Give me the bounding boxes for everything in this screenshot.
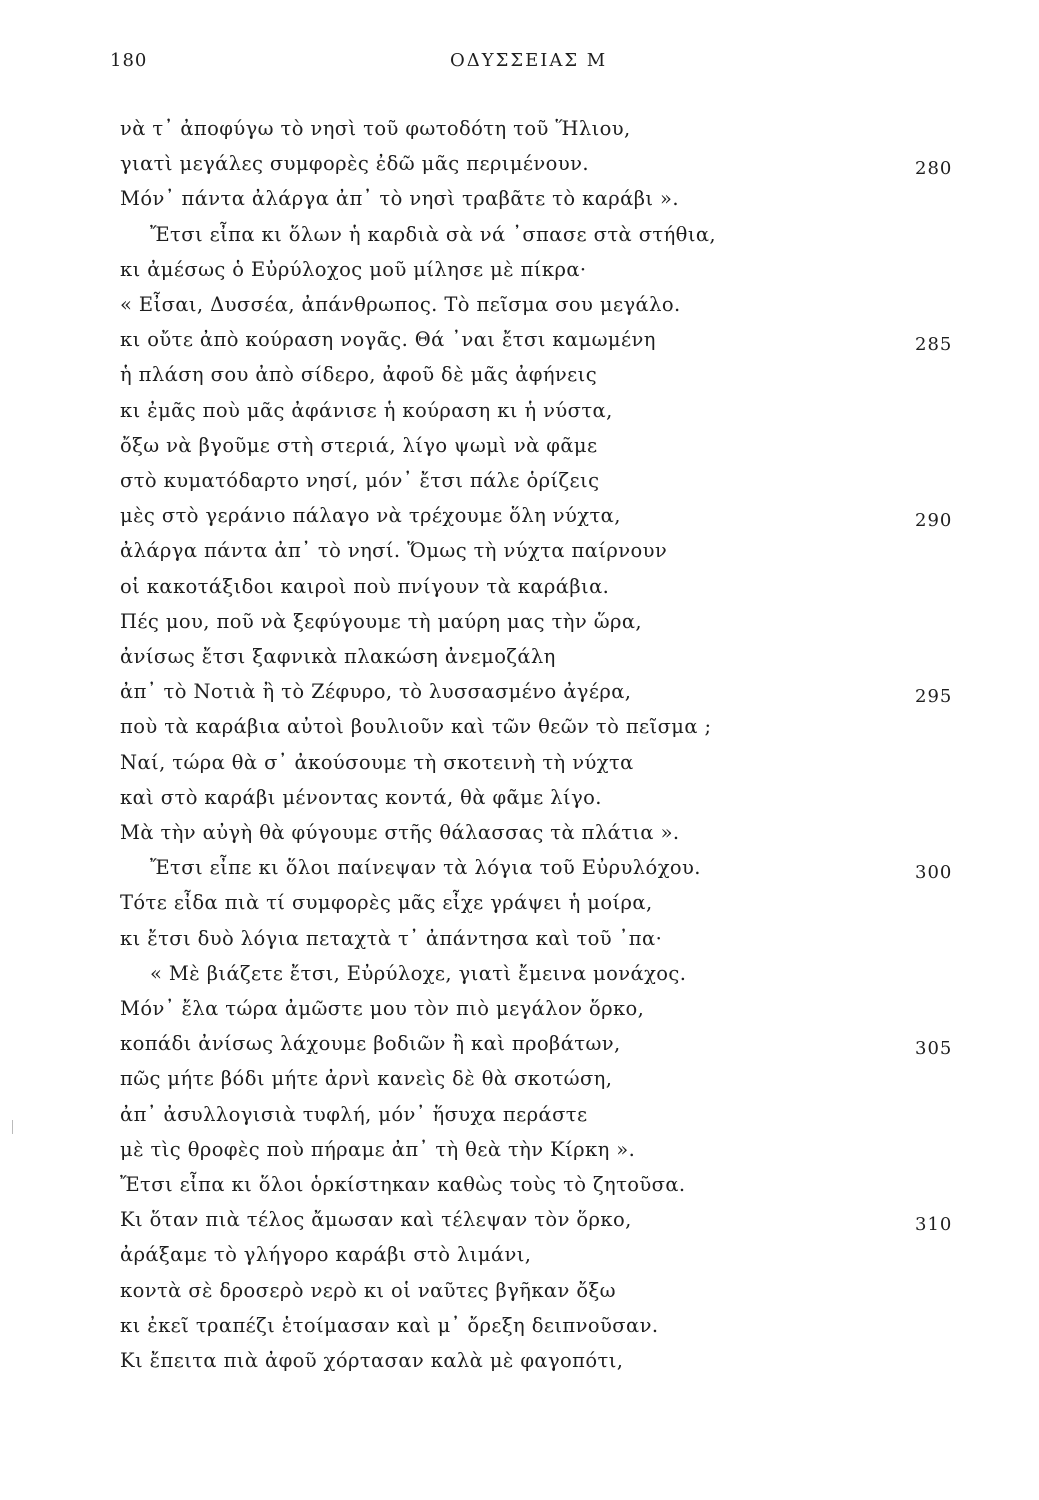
verse-line: Ἔτσι εἶπε κι ὅλοι παίνεψαν τὰ λόγια τοῦ Εὐρυλόχου. (150, 856, 701, 879)
verse-line: ἀράξαμε τὸ γλήγορο καράβι στὸ λιμάνι, (120, 1243, 532, 1266)
page-header (0, 50, 1039, 80)
verse-line: νὰ τ᾽ ἀποφύγω τὸ νησὶ τοῦ φωτοδότη τοῦ Ἥλιου, (120, 117, 631, 140)
verse-line: Ἔτσι εἶπα κι ὅλων ἡ καρδιὰ σὰ νά ᾽σπασε στὰ στήθια, (150, 223, 717, 246)
running-title: ΟΔΥΣΣΕΙΑΣ Μ (450, 50, 608, 71)
verse-line: Μὰ τὴν αὐγὴ θὰ φύγουμε στῆς θάλασσας τὰ πλάτια ». (120, 821, 680, 844)
verse-line: κι ἀμέσως ὁ Εὐρύλοχος μοῦ μίλησε μὲ πίκρα· (120, 258, 587, 281)
verse-line: Κι ὅταν πιὰ τέλος ἄμωσαν καὶ τέλεψαν τὸν ὅρκο, (120, 1208, 632, 1231)
verse-line: ἀνίσως ἔτσι ξαφνικὰ πλακώση ἀνεμοζάλη (120, 645, 556, 668)
line-number: 280 (915, 158, 953, 179)
verse-line: καὶ στὸ καράβι μένοντας κοντά, θὰ φᾶμε λίγο. (120, 786, 602, 809)
line-number: 295 (915, 686, 953, 707)
verse-line: μὲ τὶς θροφὲς ποὺ πήραμε ἀπ᾽ τὴ θεὰ τὴν Κίρκη ». (120, 1138, 636, 1161)
verse-line: ἀλάργα πάντα ἀπ᾽ τὸ νησί. Ὅμως τὴ νύχτα παίρνουν (120, 539, 668, 562)
verse-line: Ἔτσι εἶπα κι ὅλοι ὁρκίστηκαν καθὼς τοὺς τὸ ζητοῦσα. (120, 1173, 686, 1196)
verse-line: μὲς στὸ γεράνιο πάλαγο νὰ τρέχουμε ὅλη νύχτα, (120, 504, 621, 527)
verse-line: Μόν᾽ πάντα ἀλάργα ἀπ᾽ τὸ νησὶ τραβᾶτε τὸ καράβι ». (120, 187, 679, 210)
line-number: 310 (915, 1214, 953, 1235)
verse-line: κι ἔτσι δυὸ λόγια πεταχτὰ τ᾽ ἀπάντησα καὶ τοῦ ᾽πα· (120, 927, 663, 950)
line-number: 290 (915, 510, 953, 531)
verse-line: « Εἶσαι, Δυσσέα, ἀπάνθρωπος. Τὸ πεῖσμα σου μεγάλο. (120, 293, 681, 316)
verse-line: Ναί, τώρα θὰ σ᾽ ἀκούσουμε τὴ σκοτεινὴ τὴ νύχτα (120, 751, 634, 774)
verse-line: κοπάδι ἀνίσως λάχουμε βοδιῶν ἢ καὶ προβάτων, (120, 1032, 621, 1055)
verse-line: Πές μου, ποῦ νὰ ξεφύγουμε τὴ μαύρη μας τὴν ὥρα, (120, 610, 643, 633)
verse-line: ποὺ τὰ καράβια αὐτοὶ βουλιοῦν καὶ τῶν θεῶν τὸ πεῖσμα ; (120, 715, 712, 738)
verse-line: Μόν᾽ ἔλα τώρα ἀμῶστε μου τὸν πιὸ μεγάλον ὅρκο, (120, 997, 645, 1020)
verse-line: Τότε εἶδα πιὰ τί συμφορὲς μᾶς εἶχε γράψει ἡ μοίρα, (120, 891, 653, 914)
verse-line: οἱ κακοτάξιδοι καιροὶ ποὺ πνίγουν τὰ καράβια. (120, 575, 610, 598)
verse-line: στὸ κυματόδαρτο νησί, μόν᾽ ἔτσι πάλε ὁρίζεις (120, 469, 600, 492)
verse-line: Κι ἔπειτα πιὰ ἀφοῦ χόρτασαν καλὰ μὲ φαγοπότι, (120, 1349, 624, 1372)
verse-line: κι ἐκεῖ τραπέζι ἑτοίμασαν καὶ μ᾽ ὄρεξη δειπνοῦσαν. (120, 1314, 659, 1337)
verse-line: ἡ πλάση σου ἀπὸ σίδερο, ἀφοῦ δὲ μᾶς ἀφήνεις (120, 363, 598, 386)
verse-line: γιατὶ μεγάλες συμφορὲς ἐδῶ μᾶς περιμένουν. (120, 152, 589, 175)
margin-mark (12, 1120, 13, 1134)
line-number: 285 (915, 334, 953, 355)
line-number: 305 (915, 1038, 953, 1059)
line-number: 300 (915, 862, 953, 883)
verse-line: ἀπ᾽ ἀσυλλογισιὰ τυφλή, μόν᾽ ἥσυχα περάστε (120, 1103, 588, 1126)
verse-line: ἀπ᾽ τὸ Νοτιὰ ἢ τὸ Ζέφυρο, τὸ λυσσασμένο ἀγέρα, (120, 680, 632, 703)
verse-line: πῶς μήτε βόδι μήτε ἀρνὶ κανεὶς δὲ θὰ σκοτώση, (120, 1067, 613, 1090)
verse-line: « Μὲ βιάζετε ἔτσι, Εὐρύλοχε, γιατὶ ἔμεινα μονάχος. (150, 962, 687, 985)
verse-line: κι ἐμᾶς ποὺ μᾶς ἀφάνισε ἡ κούραση κι ἡ νύστα, (120, 399, 613, 422)
verse-line: κι οὔτε ἀπὸ κούραση νογᾶς. Θά ᾽ναι ἔτσι καμωμένη (120, 328, 656, 351)
verse-line: ὄξω νὰ βγοῦμε στὴ στεριά, λίγο ψωμὶ νὰ φᾶμε (120, 434, 598, 457)
verse-line: κοντὰ σὲ δροσερὸ νερὸ κι οἱ ναῦτες βγῆκαν ὄξω (120, 1279, 616, 1302)
page-number: 180 (110, 50, 148, 71)
